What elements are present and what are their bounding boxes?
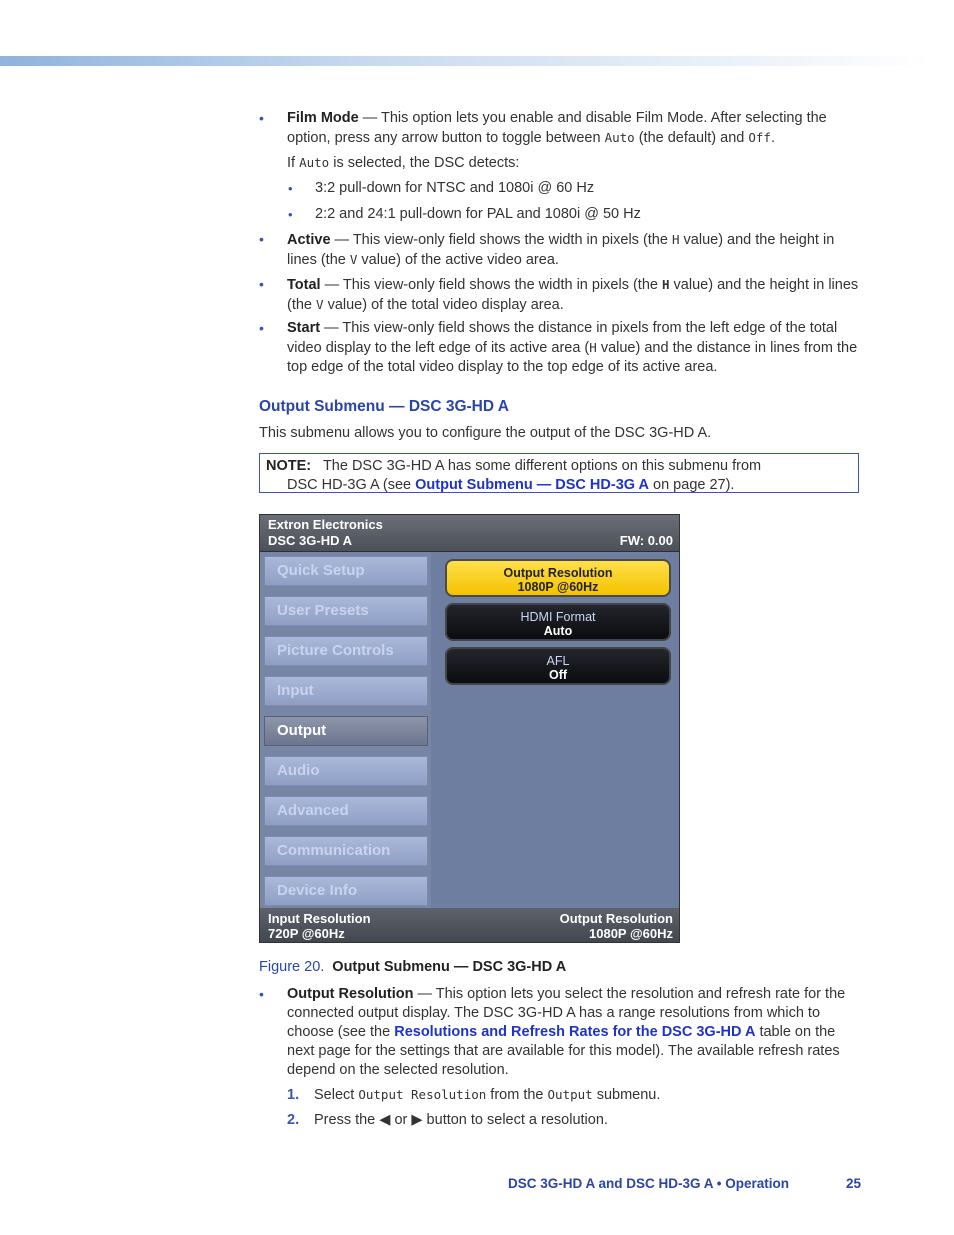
active-text-c: value) of the active video area.	[357, 252, 559, 268]
output-resolution-label: Output Resolution	[559, 911, 673, 926]
osd-firmware: FW: 0.00	[619, 533, 673, 548]
option-afl[interactable]	[445, 647, 671, 685]
sub-bullet-text: 2:2 and 24:1 pull-down for PAL and 1080i @ 50 Hz	[315, 206, 641, 222]
total-label: Total	[287, 277, 321, 293]
osd-menu-quick-setup[interactable]: Quick Setup	[264, 556, 428, 586]
osd-brand: Extron Electronics	[268, 517, 383, 532]
note-text-b: DSC HD-3G A (see	[287, 477, 416, 493]
step-mid: from the	[486, 1087, 548, 1103]
film-mode-text: — This option lets you enable and disable Film Mode. After selecting the option, press any arrow button to toggle between	[287, 110, 827, 146]
step-1	[287, 1085, 847, 1105]
film-mode-text-b: (the default) and	[634, 130, 749, 146]
step-text: Press the ◀ or ▶ button to select a resolution.	[314, 1112, 608, 1128]
bullet-dot: •	[259, 231, 264, 247]
start-text-b: value) and the distance in lines from the top edge of the total video display to the top edge of its active area.	[287, 340, 858, 375]
option-label: AFL	[546, 654, 570, 668]
if-post: is selected, the DSC detects:	[329, 155, 520, 171]
code-output: Output	[547, 1087, 593, 1102]
note-line-1	[266, 457, 852, 476]
osd-menu-input[interactable]: Input	[264, 676, 428, 706]
figure-number: Figure 20.	[259, 959, 325, 975]
osd-header	[260, 515, 679, 552]
figure-title: Output Submenu — DSC 3G-HD A	[332, 959, 567, 975]
code-h: H	[589, 340, 597, 355]
option-label: HDMI Format	[520, 610, 596, 624]
section-intro: This submenu allows you to configure the output of the DSC 3G-HD A.	[259, 425, 712, 441]
osd-menu-advanced[interactable]: Advanced	[264, 796, 428, 826]
osd-menu-audio[interactable]: Audio	[264, 756, 428, 786]
resolutions-table-link[interactable]: Resolutions and Refresh Rates for the DSC 3G-HD A	[394, 1024, 756, 1040]
input-resolution-value: 720P @60Hz	[268, 926, 345, 941]
total-text-c: value) of the total video display area.	[323, 297, 564, 313]
bullet-dot: •	[259, 320, 264, 336]
option-value: 1080P @60Hz	[517, 580, 599, 594]
osd-menu-user-presets[interactable]: User Presets	[264, 596, 428, 626]
header-gradient-bar	[0, 56, 930, 66]
start-label: Start	[287, 320, 321, 336]
bullet-dot: •	[259, 110, 264, 126]
bullet-total	[259, 275, 859, 315]
output-resolution-text-b: table on the next page for the settings that are available for this model). The available refresh rates depend on the selected resolution.	[287, 1024, 840, 1078]
page-number: 25	[846, 1176, 862, 1191]
osd-menu-output[interactable]: Output	[264, 716, 428, 746]
option-value: Auto	[543, 624, 573, 638]
bullet-dot: •	[259, 276, 264, 292]
option-hdmi-format[interactable]	[445, 603, 671, 641]
osd-model: DSC 3G-HD A	[268, 533, 353, 548]
code-off: Off	[748, 130, 771, 145]
figure-caption	[259, 958, 566, 977]
section-heading: Output Submenu — DSC 3G-HD A	[259, 398, 509, 415]
note-text-a: The DSC 3G-HD A has some different options on this submenu from	[322, 458, 762, 474]
output-resolution-label: Output Resolution	[287, 986, 414, 1002]
output-resolution-text-a: — This option lets you select the resolution and refresh rate for the connected output display. The DSC 3G-HD A has a range resolutions from which to choose (see the	[287, 986, 846, 1040]
start-text-a: — This view-only field shows the distance in pixels from the left edge of the total video display to the left edge of its active area (	[287, 320, 838, 356]
film-mode-label: Film Mode	[287, 110, 359, 126]
bullet-output-resolution	[259, 985, 859, 1080]
step-number: 2.	[287, 1112, 300, 1128]
note-line-2	[266, 476, 852, 495]
output-resolution-value: 1080P @60Hz	[589, 926, 673, 941]
sub-bullet-dot: •	[288, 181, 293, 196]
active-label: Active	[287, 232, 331, 248]
option-output-resolution[interactable]	[445, 559, 671, 597]
osd-menu	[260, 552, 431, 908]
step-post: submenu.	[592, 1087, 661, 1103]
code-h: H	[662, 277, 670, 292]
bullet-dot: •	[259, 986, 264, 1002]
step-pre: Select	[314, 1087, 359, 1103]
option-label: Output Resolution	[503, 566, 613, 580]
sub-bullet-pal	[288, 205, 855, 224]
bullet-start	[259, 319, 859, 377]
active-text-a: — This view-only field shows the width in pixels (the	[330, 232, 672, 248]
code-auto: Auto	[604, 130, 635, 145]
sub-bullet-ntsc	[288, 179, 855, 198]
code-v: V	[349, 252, 358, 267]
code-v: V	[316, 297, 324, 312]
option-value: Off	[548, 668, 568, 682]
sub-bullet-text: 3:2 pull-down for NTSC and 1080i @ 60 Hz	[315, 180, 595, 196]
note-link[interactable]: Output Submenu — DSC HD-3G A	[415, 477, 649, 493]
code-output-resolution: Output Resolution	[358, 1087, 487, 1102]
note-box	[259, 453, 859, 493]
sub-bullet-dot: •	[288, 207, 293, 222]
bullet-film-mode	[259, 109, 859, 148]
film-mode-text-c: .	[770, 130, 775, 146]
osd-menu-device-info[interactable]: Device Info	[264, 876, 428, 906]
active-text-b: value) and the height in lines (the	[287, 232, 835, 268]
page-footer: DSC 3G-HD A and DSC HD-3G A • Operation	[508, 1176, 789, 1191]
osd-menu-communication[interactable]: Communication	[264, 836, 428, 866]
total-text-b: value) and the height in lines (the	[287, 277, 859, 313]
total-text-a: — This view-only field shows the width in pixels (the	[320, 277, 662, 293]
osd-screenshot	[259, 514, 680, 943]
note-text-c: on page 27).	[649, 477, 735, 493]
bullet-active	[259, 230, 859, 270]
code-h: H	[671, 232, 680, 247]
step-2	[287, 1111, 847, 1130]
note-label: NOTE:	[266, 458, 312, 474]
step-number: 1.	[287, 1087, 300, 1103]
if-pre: If	[287, 155, 300, 171]
osd-menu-picture-controls[interactable]: Picture Controls	[264, 636, 428, 666]
osd-footer	[260, 908, 679, 942]
film-mode-if-line	[287, 153, 859, 173]
if-code: Auto	[299, 155, 330, 170]
osd-options-panel	[431, 552, 679, 908]
input-resolution-label: Input Resolution	[268, 911, 371, 926]
